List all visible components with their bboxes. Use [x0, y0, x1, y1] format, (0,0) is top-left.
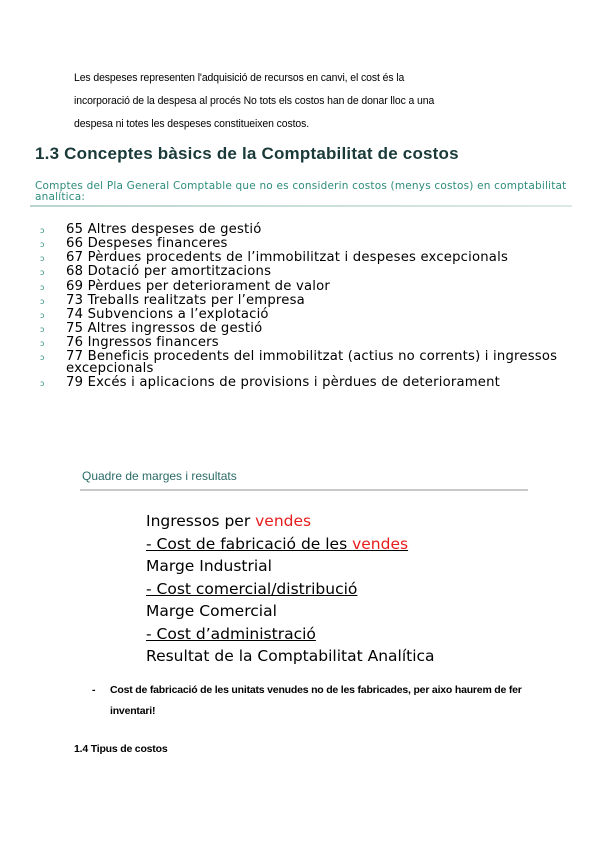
intro-line: incorporació de la despesa al procés No tots els costos han de donar lloc a una [74, 95, 435, 107]
margin-line-resultat: Resultat de la Comptabilitat Analítica [146, 647, 435, 665]
highlight-vendes: vendes [255, 512, 312, 530]
slide-title-conceptes: 1.3 Conceptes bàsics de la Comptabilitat de costos [35, 144, 459, 163]
list-item: ↄ 67 Pèrdues procedents de l’immobilitzat i despeses excepcionals [40, 250, 509, 266]
bullet-icon: ↄ [40, 379, 45, 388]
bullet-icon: ↄ [40, 282, 45, 292]
margin-line-ingressos: Ingressos per vendes [146, 512, 312, 530]
bullet-icon: ↄ [40, 339, 45, 349]
margin-line-marge-comercial: Marge Comercial [146, 602, 277, 620]
margin-line-cost-comercial: - Cost comercial/distribució [146, 579, 358, 598]
bullet-icon: ↄ [40, 254, 45, 264]
list-item: ↄ 65 Altres despeses de gestió [40, 222, 262, 237]
bullet-icon: ↄ [40, 296, 45, 306]
note-text: Cost de fabricació de les unitats venudes no de les fabricades, per aixo haurem de fer inventari! [110, 684, 522, 717]
section-heading-tipus: 1.4 Tipus de costos [74, 743, 168, 755]
slide-subtitle: Comptes del Pla General Comptable que no es considerin costos (menys costos) en comptabilitat analítica: [35, 180, 567, 203]
list-item: ↄ 69 Pèrdues per deteriorament de valor [40, 278, 330, 294]
bullet-icon: ↄ [40, 226, 45, 235]
list-item: ↄ 77 Beneficis procedents del immobilitzat (actius no corrents) i ingressos excepcionals [40, 349, 558, 376]
list-item: ↄ 66 Despeses financeres [40, 236, 228, 252]
margins-box-title: Quadre de marges i resultats [82, 469, 237, 483]
slide-divider [30, 205, 572, 207]
intro-line: Les despeses representen l'adquisició de recursos en canvi, el cost és la [74, 72, 405, 84]
margin-line-cost-administracio: - Cost d’administració [146, 624, 316, 643]
list-item: ↄ 75 Altres ingressos de gestió [40, 320, 263, 336]
list-item: ↄ 76 Ingressos financers [40, 335, 219, 351]
bullet-icon: ↄ [40, 353, 45, 363]
accounts-list [40, 224, 580, 391]
list-item: ↄ 73 Treballs realitzats per l’empresa [40, 292, 305, 308]
margins-divider [80, 489, 528, 491]
margin-line-cost-fabricacio: - Cost de fabricació de les vendes [146, 534, 409, 553]
margins-statement [146, 510, 546, 668]
margin-line-marge-industrial: Marge Industrial [146, 557, 272, 575]
bullet-icon: ↄ [40, 268, 45, 278]
intro-paragraph [74, 67, 534, 136]
bullet-icon: ↄ [40, 310, 45, 320]
intro-line: despesa ni totes les despeses constitueixen costos. [74, 118, 310, 130]
list-item: ↄ 79 Excés i aplicacions de provisions i pèrdues de deteriorament [40, 375, 501, 390]
highlight-vendes: vendes [352, 534, 409, 553]
bullet-icon: ↄ [40, 240, 45, 250]
list-item: ↄ 68 Dotació per amortitzacions [40, 264, 272, 280]
note-dash: - [92, 684, 96, 696]
bullet-icon: ↄ [40, 324, 45, 334]
list-item: ↄ 74 Subvencions a l’explotació [40, 306, 269, 322]
inventory-note [92, 680, 562, 722]
